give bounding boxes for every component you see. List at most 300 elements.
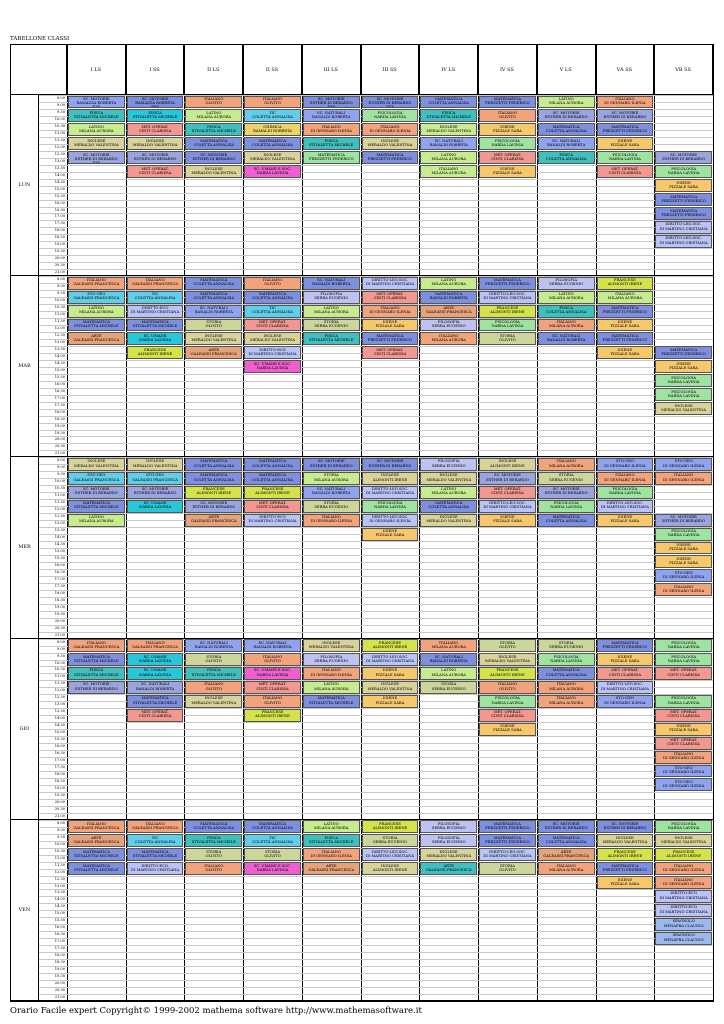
lesson-block[interactable] <box>655 737 712 750</box>
lesson-block[interactable] <box>244 653 301 666</box>
lesson-block[interactable] <box>127 319 184 332</box>
lesson-block[interactable] <box>655 179 712 192</box>
lesson-block[interactable] <box>244 695 301 708</box>
lesson-block[interactable] <box>362 695 419 708</box>
lesson-block[interactable] <box>420 277 477 290</box>
lesson-block[interactable] <box>127 639 184 652</box>
lesson-block[interactable] <box>597 486 654 499</box>
lesson-block[interactable] <box>655 207 712 220</box>
lesson-block[interactable] <box>68 458 125 471</box>
lesson-block[interactable] <box>185 681 242 694</box>
lesson-block[interactable] <box>479 319 536 332</box>
lesson-block[interactable] <box>303 305 360 318</box>
lesson-block[interactable] <box>362 500 419 513</box>
lesson-block[interactable] <box>479 639 536 652</box>
lesson-block[interactable] <box>655 765 712 778</box>
lesson-block[interactable] <box>185 472 242 485</box>
lesson-block[interactable] <box>479 848 536 861</box>
lesson-block[interactable] <box>479 123 536 136</box>
lesson-block[interactable] <box>655 151 712 164</box>
lesson-block[interactable] <box>244 137 301 150</box>
lesson-teacher: ESTHER DI BERARDO <box>603 826 647 830</box>
lesson-block[interactable] <box>479 165 536 178</box>
lesson-block[interactable] <box>244 458 301 471</box>
lesson-block[interactable] <box>68 319 125 332</box>
lesson-block[interactable] <box>538 137 595 150</box>
lesson-block[interactable] <box>420 862 477 875</box>
lesson-block[interactable] <box>362 109 419 122</box>
lesson-block[interactable] <box>655 709 712 722</box>
lesson-block[interactable] <box>362 834 419 847</box>
lesson-block[interactable] <box>597 319 654 332</box>
lesson-block[interactable] <box>655 778 712 791</box>
lesson-block[interactable] <box>655 820 712 833</box>
lesson-block[interactable] <box>420 123 477 136</box>
lesson-block[interactable] <box>597 137 654 150</box>
lesson-block[interactable] <box>244 514 301 527</box>
lesson-block[interactable] <box>655 639 712 652</box>
lesson-block[interactable] <box>420 472 477 485</box>
lesson-block[interactable] <box>362 486 419 499</box>
lesson-block[interactable] <box>303 820 360 833</box>
lesson-block[interactable] <box>185 862 242 875</box>
lesson-block[interactable] <box>655 346 712 359</box>
lesson-block[interactable] <box>538 123 595 136</box>
lesson-block[interactable] <box>362 820 419 833</box>
lesson-block[interactable] <box>479 291 536 304</box>
lesson-block[interactable] <box>127 291 184 304</box>
lesson-block[interactable] <box>597 681 654 694</box>
lesson-block[interactable] <box>68 332 125 345</box>
lesson-block[interactable] <box>303 319 360 332</box>
lesson-block[interactable] <box>538 151 595 164</box>
lesson-block[interactable] <box>538 277 595 290</box>
lesson-block[interactable] <box>68 820 125 833</box>
lesson-block[interactable] <box>303 514 360 527</box>
lesson-block[interactable] <box>479 332 536 345</box>
lesson-block[interactable] <box>597 109 654 122</box>
lesson-block[interactable] <box>655 165 712 178</box>
lesson-block[interactable] <box>68 500 125 513</box>
lesson-block[interactable] <box>420 820 477 833</box>
lesson-block[interactable] <box>244 848 301 861</box>
lesson-block[interactable] <box>597 458 654 471</box>
lesson-block[interactable] <box>597 305 654 318</box>
lesson-block[interactable] <box>420 319 477 332</box>
lesson-block[interactable] <box>303 834 360 847</box>
lesson-block[interactable] <box>655 653 712 666</box>
lesson-block[interactable] <box>597 500 654 513</box>
lesson-block[interactable] <box>127 458 184 471</box>
lesson-block[interactable] <box>68 137 125 150</box>
lesson-teacher: MILANA AURORA <box>431 338 466 343</box>
lesson-block[interactable] <box>68 667 125 680</box>
lesson-block[interactable] <box>597 695 654 708</box>
lesson-block[interactable] <box>185 639 242 652</box>
lesson-block[interactable] <box>185 123 242 136</box>
lesson-block[interactable] <box>420 458 477 471</box>
lesson-block[interactable] <box>362 305 419 318</box>
lesson-block[interactable] <box>127 165 184 178</box>
lesson-block[interactable] <box>655 402 712 415</box>
lesson-block[interactable] <box>420 96 477 109</box>
lesson-block[interactable] <box>303 123 360 136</box>
lesson-block[interactable] <box>420 653 477 666</box>
lesson-block[interactable] <box>127 486 184 499</box>
lesson-block[interactable] <box>655 235 712 248</box>
lesson-block[interactable] <box>538 653 595 666</box>
lesson-block[interactable] <box>420 667 477 680</box>
lesson-block[interactable] <box>127 123 184 136</box>
lesson-block[interactable] <box>420 639 477 652</box>
lesson-block[interactable] <box>68 472 125 485</box>
lesson-block[interactable] <box>479 500 536 513</box>
lesson-block[interactable] <box>420 165 477 178</box>
lesson-block[interactable] <box>185 96 242 109</box>
lesson-block[interactable] <box>68 653 125 666</box>
lesson-block[interactable] <box>362 681 419 694</box>
lesson-block[interactable] <box>362 472 419 485</box>
lesson-block[interactable] <box>538 291 595 304</box>
lesson-block[interactable] <box>127 346 184 359</box>
lesson-block[interactable] <box>68 277 125 290</box>
lesson-block[interactable] <box>655 695 712 708</box>
lesson-block[interactable] <box>127 109 184 122</box>
lesson-block[interactable] <box>244 486 301 499</box>
lesson-block[interactable] <box>362 137 419 150</box>
lesson-block[interactable] <box>538 472 595 485</box>
lesson-block[interactable] <box>479 486 536 499</box>
lesson-block[interactable] <box>538 500 595 513</box>
lesson-block[interactable] <box>479 820 536 833</box>
lesson-block[interactable] <box>362 653 419 666</box>
lesson-block[interactable] <box>479 137 536 150</box>
lesson-block[interactable] <box>127 472 184 485</box>
lesson-block[interactable] <box>655 221 712 234</box>
class-header: III SS <box>361 45 420 95</box>
lesson-block[interactable] <box>185 319 242 332</box>
lesson-block[interactable] <box>244 472 301 485</box>
lesson-block[interactable] <box>597 165 654 178</box>
lesson-block[interactable] <box>244 123 301 136</box>
lesson-block[interactable] <box>538 681 595 694</box>
lesson-block[interactable] <box>127 681 184 694</box>
lesson-block[interactable] <box>185 346 242 359</box>
lesson-block[interactable] <box>68 291 125 304</box>
lesson-block[interactable] <box>127 848 184 861</box>
lesson-block[interactable] <box>479 667 536 680</box>
lesson-block[interactable] <box>655 472 712 485</box>
lesson-block[interactable] <box>420 109 477 122</box>
lesson-block[interactable] <box>362 667 419 680</box>
lesson-block[interactable] <box>420 514 477 527</box>
lesson-block[interactable] <box>479 472 536 485</box>
lesson-block[interactable] <box>479 96 536 109</box>
lesson-block[interactable] <box>185 151 242 164</box>
lesson-block[interactable] <box>597 876 654 889</box>
lesson-teacher: EX8 <box>92 161 101 165</box>
lesson-block[interactable] <box>538 109 595 122</box>
lesson-block[interactable] <box>68 848 125 861</box>
lesson-block[interactable] <box>655 374 712 387</box>
lesson-block[interactable] <box>597 96 654 109</box>
lesson-block[interactable] <box>655 458 712 471</box>
lesson-block[interactable] <box>244 291 301 304</box>
lesson-block[interactable] <box>597 151 654 164</box>
lesson-block[interactable] <box>68 639 125 652</box>
lesson-block[interactable] <box>538 695 595 708</box>
lesson-block[interactable] <box>479 277 536 290</box>
lesson-block[interactable] <box>479 862 536 875</box>
lesson-block[interactable] <box>597 332 654 345</box>
lesson-block[interactable] <box>655 514 712 527</box>
lesson-block[interactable] <box>303 137 360 150</box>
lesson-block[interactable] <box>655 848 712 861</box>
lesson-block[interactable] <box>244 109 301 122</box>
lesson-block[interactable] <box>303 667 360 680</box>
lesson-block[interactable] <box>244 332 301 345</box>
lesson-block[interactable] <box>185 834 242 847</box>
lesson-block[interactable] <box>655 876 712 889</box>
lesson-block[interactable] <box>244 96 301 109</box>
lesson-block[interactable] <box>127 820 184 833</box>
lesson-block[interactable] <box>185 667 242 680</box>
lesson-block[interactable] <box>362 319 419 332</box>
lesson-block[interactable] <box>68 862 125 875</box>
lesson-block[interactable] <box>479 653 536 666</box>
lesson-block[interactable] <box>655 360 712 373</box>
lesson-block[interactable] <box>655 193 712 206</box>
lesson-block[interactable] <box>479 458 536 471</box>
lesson-block[interactable] <box>420 500 477 513</box>
lesson-block[interactable] <box>244 709 301 722</box>
lesson-block[interactable] <box>127 667 184 680</box>
lesson-block[interactable] <box>362 639 419 652</box>
lesson-block[interactable] <box>185 500 242 513</box>
lesson-block[interactable] <box>185 277 242 290</box>
lesson-block[interactable] <box>185 653 242 666</box>
lesson-block[interactable] <box>655 388 712 401</box>
lesson-block[interactable] <box>655 528 712 541</box>
lesson-block[interactable] <box>244 360 301 373</box>
lesson-block[interactable] <box>127 96 184 109</box>
lesson-block[interactable] <box>127 277 184 290</box>
lesson-block[interactable] <box>362 862 419 875</box>
lesson-block[interactable] <box>479 109 536 122</box>
lesson-block[interactable] <box>655 890 712 903</box>
lesson-block[interactable] <box>655 862 712 875</box>
lesson-block[interactable] <box>655 569 712 582</box>
lesson-block[interactable] <box>362 458 419 471</box>
lesson-block[interactable] <box>127 695 184 708</box>
lesson-block[interactable] <box>185 332 242 345</box>
lesson-block[interactable] <box>303 848 360 861</box>
lesson-block[interactable] <box>127 137 184 150</box>
lesson-block[interactable] <box>538 820 595 833</box>
lesson-block[interactable] <box>420 848 477 861</box>
lesson-block[interactable] <box>127 332 184 345</box>
lesson-block[interactable] <box>244 639 301 652</box>
lesson-block[interactable] <box>303 96 360 109</box>
lesson-block[interactable] <box>362 514 419 527</box>
lesson-block[interactable] <box>597 514 654 527</box>
lesson-block[interactable] <box>479 151 536 164</box>
lesson-block[interactable] <box>68 681 125 694</box>
lesson-block[interactable] <box>362 332 419 345</box>
lesson-block[interactable] <box>420 305 477 318</box>
lesson-block[interactable] <box>479 305 536 318</box>
lesson-block[interactable] <box>362 848 419 861</box>
lesson-block[interactable] <box>185 137 242 150</box>
lesson-block[interactable] <box>479 514 536 527</box>
lesson-block[interactable] <box>68 486 125 499</box>
lesson-block[interactable] <box>538 319 595 332</box>
lesson-block[interactable] <box>244 346 301 359</box>
lesson-block[interactable] <box>597 277 654 290</box>
lesson-block[interactable] <box>185 695 242 708</box>
lesson-block[interactable] <box>185 486 242 499</box>
lesson-block[interactable] <box>538 96 595 109</box>
lesson-block[interactable] <box>362 528 419 541</box>
lesson-block[interactable] <box>244 500 301 513</box>
lesson-block[interactable] <box>127 709 184 722</box>
lesson-block[interactable] <box>68 151 125 164</box>
lesson-block[interactable] <box>68 305 125 318</box>
lesson-block[interactable] <box>244 834 301 847</box>
lesson-block[interactable] <box>538 667 595 680</box>
lesson-block[interactable] <box>127 834 184 847</box>
lesson-block[interactable] <box>597 848 654 861</box>
lesson-block[interactable] <box>185 305 242 318</box>
lesson-block[interactable] <box>597 834 654 847</box>
lesson-block[interactable] <box>597 820 654 833</box>
lesson-block[interactable] <box>362 123 419 136</box>
lesson-block[interactable] <box>362 291 419 304</box>
lesson-block[interactable] <box>420 681 477 694</box>
lesson-block[interactable] <box>303 109 360 122</box>
lesson-block[interactable] <box>597 346 654 359</box>
lesson-block[interactable] <box>479 709 536 722</box>
lesson-block[interactable] <box>479 834 536 847</box>
lesson-block[interactable] <box>68 834 125 847</box>
lesson-block[interactable] <box>597 653 654 666</box>
lesson-block[interactable] <box>420 151 477 164</box>
lesson-block[interactable] <box>303 862 360 875</box>
lesson-block[interactable] <box>597 123 654 136</box>
lesson-block[interactable] <box>655 667 712 680</box>
lesson-block[interactable] <box>597 667 654 680</box>
lesson-block[interactable] <box>303 151 360 164</box>
lesson-block[interactable] <box>655 751 712 764</box>
lesson-block[interactable] <box>420 486 477 499</box>
lesson-block[interactable] <box>185 820 242 833</box>
lesson-block[interactable] <box>185 458 242 471</box>
lesson-block[interactable] <box>185 291 242 304</box>
lesson-block[interactable] <box>244 277 301 290</box>
lesson-block[interactable] <box>244 319 301 332</box>
lesson-block[interactable] <box>244 820 301 833</box>
lesson-block[interactable] <box>303 458 360 471</box>
lesson-block[interactable] <box>362 346 419 359</box>
lesson-block[interactable] <box>303 653 360 666</box>
lesson-block[interactable] <box>538 305 595 318</box>
lesson-block[interactable] <box>68 109 125 122</box>
lesson-block[interactable] <box>479 695 536 708</box>
lesson-block[interactable] <box>303 695 360 708</box>
lesson-block[interactable] <box>303 332 360 345</box>
lesson-block[interactable] <box>597 639 654 652</box>
lesson-block[interactable] <box>479 723 536 736</box>
lesson-block[interactable] <box>303 291 360 304</box>
lesson-block[interactable] <box>597 472 654 485</box>
lesson-block[interactable] <box>538 486 595 499</box>
lesson-block[interactable] <box>68 123 125 136</box>
lesson-block[interactable] <box>303 277 360 290</box>
lesson-block[interactable] <box>244 151 301 164</box>
lesson-block[interactable] <box>68 96 125 109</box>
lesson-block[interactable] <box>420 291 477 304</box>
lesson-block[interactable] <box>655 834 712 847</box>
lesson-block[interactable] <box>303 639 360 652</box>
lesson-block[interactable] <box>127 653 184 666</box>
lesson-block[interactable] <box>655 904 712 917</box>
lesson-block[interactable] <box>655 542 712 555</box>
lesson-block[interactable] <box>127 862 184 875</box>
lesson-block[interactable] <box>244 165 301 178</box>
lesson-block[interactable] <box>244 681 301 694</box>
lesson-block[interactable] <box>303 486 360 499</box>
lesson-block[interactable] <box>655 918 712 931</box>
lesson-block[interactable] <box>538 458 595 471</box>
lesson-block[interactable] <box>127 151 184 164</box>
lesson-block[interactable] <box>68 514 125 527</box>
lesson-block[interactable] <box>185 848 242 861</box>
lesson-block[interactable] <box>479 681 536 694</box>
lesson-block[interactable] <box>420 137 477 150</box>
lesson-block[interactable] <box>303 681 360 694</box>
lesson-block[interactable] <box>538 834 595 847</box>
lesson-block[interactable] <box>655 583 712 596</box>
lesson-block[interactable] <box>127 500 184 513</box>
lesson-block[interactable] <box>538 514 595 527</box>
lesson-block[interactable] <box>362 277 419 290</box>
lesson-block[interactable] <box>185 109 242 122</box>
lesson-block[interactable] <box>655 932 712 945</box>
lesson-block[interactable] <box>244 305 301 318</box>
lesson-block[interactable] <box>538 862 595 875</box>
lesson-block[interactable] <box>303 472 360 485</box>
lesson-block[interactable] <box>597 862 654 875</box>
lesson-block[interactable] <box>362 151 419 164</box>
lesson-subject: FISICA <box>148 110 162 115</box>
lesson-block[interactable] <box>362 96 419 109</box>
lesson-block[interactable] <box>127 305 184 318</box>
lesson-block[interactable] <box>244 667 301 680</box>
lesson-block[interactable] <box>597 291 654 304</box>
lesson-teacher: COLETTA ANNALISA <box>545 672 587 677</box>
lesson-block[interactable] <box>303 500 360 513</box>
lesson-block[interactable] <box>185 514 242 527</box>
lesson-block[interactable] <box>244 862 301 875</box>
lesson-block[interactable] <box>420 332 477 345</box>
lesson-block[interactable] <box>538 639 595 652</box>
lesson-block[interactable] <box>655 723 712 736</box>
lesson-block[interactable] <box>655 555 712 568</box>
lesson-block[interactable] <box>185 165 242 178</box>
lesson-block[interactable] <box>538 332 595 345</box>
lesson-block[interactable] <box>420 834 477 847</box>
lesson-block[interactable] <box>538 848 595 861</box>
